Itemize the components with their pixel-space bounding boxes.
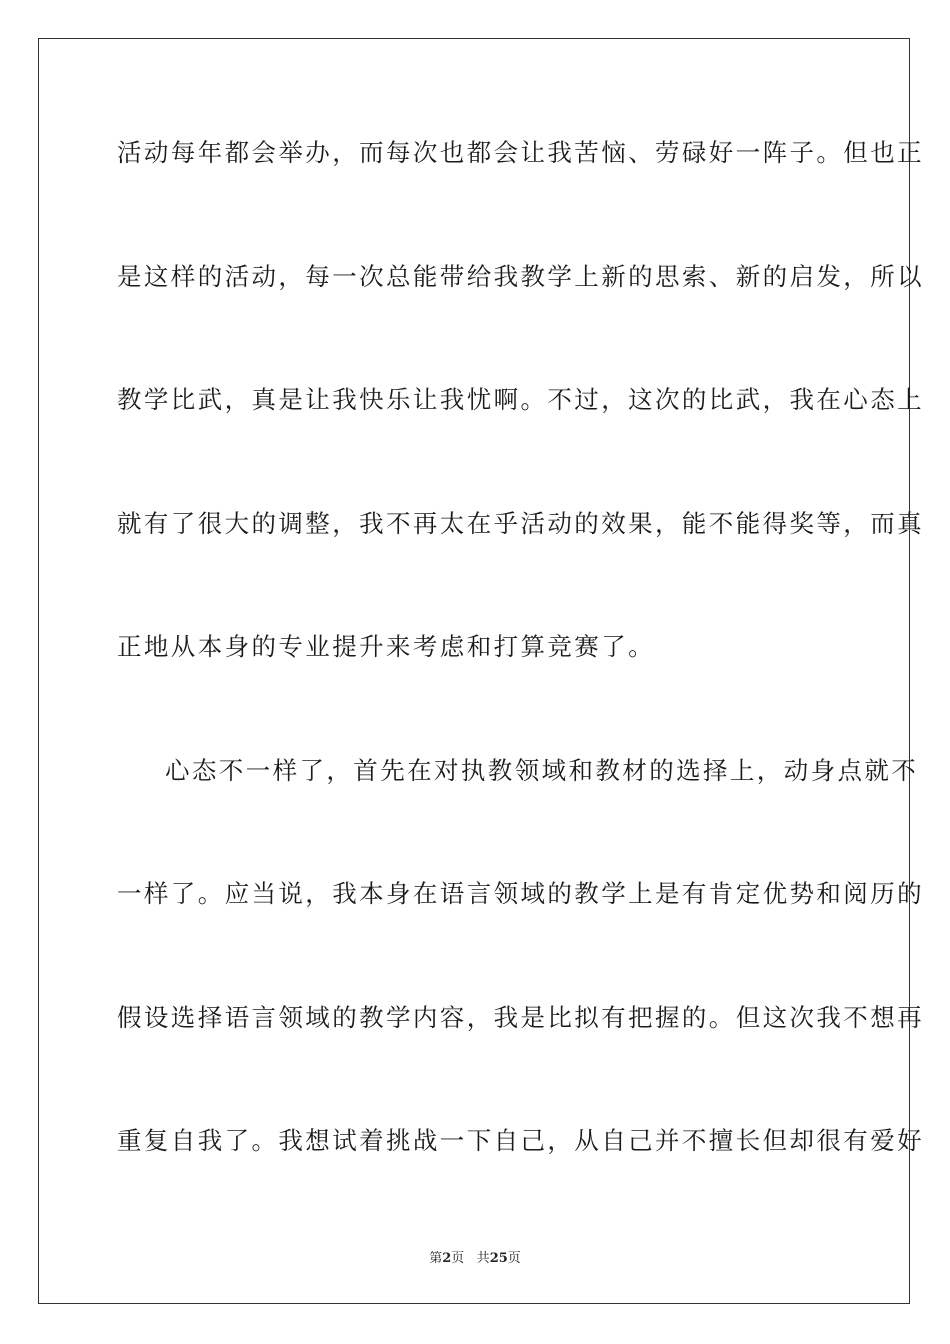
text-line-5: 正地从本身的专业提升来考虑和打算竞赛了。 xyxy=(117,632,655,661)
text-line-3: 教学比武，真是让我快乐让我忧啊。不过，这次的比武，我在心态上 xyxy=(117,385,924,414)
text-line-8: 假设选择语言领域的教学内容，我是比拟有把握的。但这次我不想再 xyxy=(117,1003,924,1032)
text-line-9: 重复自我了。我想试着挑战一下自己，从自己并不擅长但却很有爱好 xyxy=(117,1126,924,1155)
paragraph-2-first-line: 心态不一样了，首先在对执教领域和教材的选择上，动身点就不 xyxy=(165,756,919,785)
text-line-1: 活动每年都会举办，而每次也都会让我苦恼、劳碌好一阵子。但也正 xyxy=(117,138,924,167)
footer-page-suffix: 页 xyxy=(451,1251,465,1266)
page-footer xyxy=(0,1247,950,1266)
text-line-4: 就有了很大的调整，我不再太在乎活动的效果，能不能得奖等，而真 xyxy=(117,509,924,538)
text-line-2: 是这样的活动，每一次总能带给我教学上新的思索、新的启发，所以 xyxy=(117,262,924,291)
footer-total-suffix: 页 xyxy=(507,1251,521,1266)
footer-total-pages: 25 xyxy=(489,1251,508,1266)
footer-total-prefix: 共 xyxy=(476,1251,490,1266)
footer-page-prefix: 第 xyxy=(429,1251,443,1266)
page-border xyxy=(38,38,924,1304)
text-line-7: 一样了。应当说，我本身在语言领域的教学上是有肯定优势和阅历的 xyxy=(117,879,924,908)
footer-page-number: 2 xyxy=(442,1251,452,1266)
